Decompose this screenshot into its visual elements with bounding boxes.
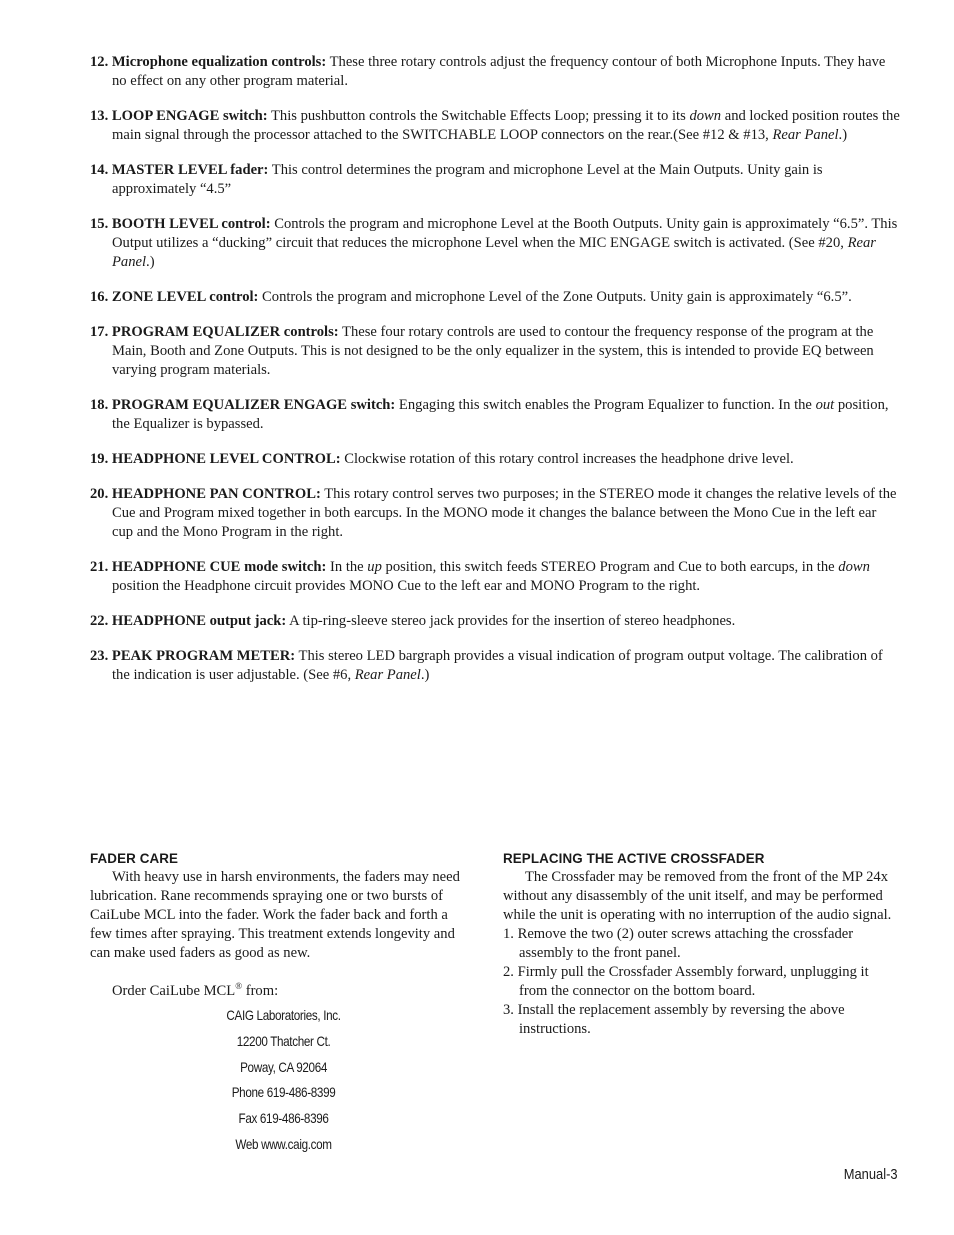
- list-item: [90, 53, 900, 91]
- italic-text: Rear Panel: [772, 127, 839, 143]
- item-label: BOOTH LEVEL control:: [111, 216, 271, 232]
- item-text: In the: [326, 559, 368, 575]
- crossfader-step: 2. Firmly pull the Crossfader Assembly forward, unplugging it from the connector on the bottom board.: [503, 964, 869, 999]
- italic-text: up: [367, 559, 382, 575]
- list-item: [90, 107, 900, 145]
- item-label: PROGRAM EQUALIZER controls:: [111, 324, 339, 340]
- crossfader-heading: REPLACING THE ACTIVE CROSSFADER: [503, 851, 765, 866]
- address-line-web: Web www.caig.com: [235, 1136, 332, 1152]
- item-heading: [90, 324, 339, 340]
- registered-mark: ®: [235, 981, 243, 992]
- italic-text: out: [815, 397, 835, 413]
- address-line-company: CAIG Laboratories, Inc.: [226, 1008, 341, 1023]
- item-heading: [90, 216, 271, 232]
- item-heading: [90, 486, 321, 502]
- italic-text: Rear Panel: [354, 667, 421, 683]
- address-line-street: 12200 Thatcher Ct.: [236, 1033, 331, 1049]
- item-text: This rotary control serves two purposes; in the STEREO mode it changes the relative levels of the Cue and Program mixed together in both earcups. In the MONO mode it changes the balance between the Mono Cue in the left ear cup and the Mono Program in the right.: [112, 486, 897, 540]
- list-item: [90, 161, 900, 199]
- fader-care-body: With heavy use in harsh environments, the faders may need lubrication. Rane recommends spraying one or two bursts of CaiLube MCL into the fader. Work the fader back and forth a few times after spraying. This treatment extends longevity and can make used faders as good as new.: [90, 869, 460, 961]
- item-text: Engaging this switch enables the Program Equalizer to function. In the: [395, 397, 816, 413]
- item-label: HEADPHONE LEVEL CONTROL:: [111, 451, 341, 467]
- fader-care-heading: FADER CARE: [90, 851, 179, 866]
- list-item: [90, 647, 900, 685]
- list-item: [90, 323, 900, 380]
- item-text: A tip-ring-sleeve stereo jack provides for the insertion of stereo headphones.: [286, 613, 736, 629]
- item-label: PEAK PROGRAM METER:: [111, 648, 296, 664]
- item-label: Microphone equalization controls:: [111, 54, 327, 70]
- item-label: HEADPHONE output jack:: [111, 613, 287, 629]
- crossfader-steps: [503, 925, 895, 1039]
- order-prefix: Order CaiLube MCL: [112, 983, 236, 999]
- item-text: and locked position routes the main signal through the processor attached to the SWITCHABLE LOOP connectors on the rear.(See #12 & #13,: [112, 108, 900, 143]
- item-number: 17.: [90, 324, 109, 340]
- item-text: These three rotary controls adjust the frequency contour of both Microphone Inputs. They have no effect on any other program material.: [112, 54, 886, 89]
- list-item: [90, 558, 900, 596]
- list-item: [90, 215, 900, 272]
- page-number: Manual-3: [844, 1166, 898, 1183]
- item-text: position the Headphone circuit provides MONO Cue to the left ear and MONO Program to the right.: [112, 578, 701, 594]
- item-heading: [90, 613, 286, 629]
- item-label: ZONE LEVEL control:: [111, 289, 259, 305]
- address-line-city: Poway, CA 92064: [240, 1059, 328, 1075]
- crossfader-intro: The Crossfader may be removed from the front of the MP 24x without any disassembly of the unit itself, and may be performed while the unit is operating with no interruption of the audio signal.: [503, 869, 892, 923]
- item-text: This pushbutton controls the Switchable Effects Loop; pressing it to its: [267, 108, 690, 124]
- item-label: LOOP ENGAGE switch:: [111, 108, 268, 124]
- item-number: 16.: [90, 289, 109, 305]
- item-number: 21.: [90, 559, 109, 575]
- italic-text: down: [838, 559, 870, 575]
- item-text: .): [146, 254, 155, 270]
- item-text: .): [420, 667, 430, 683]
- list-item: [90, 288, 900, 307]
- front-panel-item-list: [90, 53, 900, 701]
- item-number: 20.: [90, 486, 109, 502]
- item-text: position, the Equalizer is bypassed.: [112, 397, 889, 432]
- italic-text: Rear Panel: [112, 235, 876, 270]
- item-label: PROGRAM EQUALIZER ENGAGE switch:: [111, 397, 396, 413]
- item-heading: [90, 559, 326, 575]
- item-heading: [90, 54, 326, 70]
- item-number: 23.: [90, 648, 109, 664]
- item-text: This stereo LED bargraph provides a visual indication of program output voltage. The calibration of the indication is user adjustable. (See #6,: [112, 648, 883, 683]
- item-label: HEADPHONE CUE mode switch:: [111, 559, 327, 575]
- crossfader-step: 3. Install the replacement assembly by reversing the above instructions.: [503, 1002, 845, 1037]
- item-text: Clockwise rotation of this rotary control increases the headphone drive level.: [340, 451, 794, 467]
- list-item: [90, 396, 900, 434]
- item-text: Controls the program and microphone Level of the Zone Outputs. Unity gain is approximately “6.5”.: [258, 289, 852, 305]
- item-number: 18.: [90, 397, 109, 413]
- fader-care-section: [90, 849, 470, 1158]
- list-item: [90, 450, 900, 469]
- item-number: 19.: [90, 451, 109, 467]
- order-line: [90, 982, 470, 1001]
- item-heading: [90, 397, 395, 413]
- crossfader-step: 1. Remove the two (2) outer screws attaching the crossfader assembly to the front panel.: [503, 926, 854, 961]
- italic-text: down: [689, 108, 722, 124]
- item-heading: [90, 108, 268, 124]
- item-heading: [90, 289, 258, 305]
- item-label: HEADPHONE PAN CONTROL:: [111, 486, 321, 502]
- item-text: position, this switch feeds STEREO Program and Cue to both earcups, in the: [381, 559, 839, 575]
- item-text: These four rotary controls are used to contour the frequency response of the program at the Main, Booth and Zone Outputs. This is not designed to be the only equalizer in the system, this is intended to provide EQ between varying program materials.: [112, 324, 874, 378]
- item-text: This control determines the program and microphone Level at the Main Outputs. Unity gain is approximately “4.5”: [112, 162, 823, 197]
- item-heading: [90, 451, 341, 467]
- item-number: 12.: [90, 54, 109, 70]
- item-heading: [90, 648, 295, 664]
- item-text: .): [838, 127, 848, 143]
- order-suffix: from:: [242, 983, 279, 999]
- address-line-fax: Fax 619-486-8396: [238, 1111, 329, 1127]
- item-number: 14.: [90, 162, 109, 178]
- address-line-phone: Phone 619-486-8399: [231, 1085, 336, 1101]
- vendor-address: [118, 1003, 445, 1158]
- crossfader-section: [503, 849, 895, 1039]
- item-number: 22.: [90, 613, 109, 629]
- list-item: [90, 485, 900, 542]
- item-number: 15.: [90, 216, 109, 232]
- item-label: MASTER LEVEL fader:: [111, 162, 269, 178]
- item-number: 13.: [90, 108, 109, 124]
- list-item: [90, 612, 900, 631]
- item-text: Controls the program and microphone Level at the Booth Outputs. Unity gain is approximately “6.5”. This Output utilizes a “ducking” circuit that reduces the microphone Level when the MIC ENGAGE switch is activated. (See #20,: [112, 216, 898, 251]
- item-heading: [90, 162, 268, 178]
